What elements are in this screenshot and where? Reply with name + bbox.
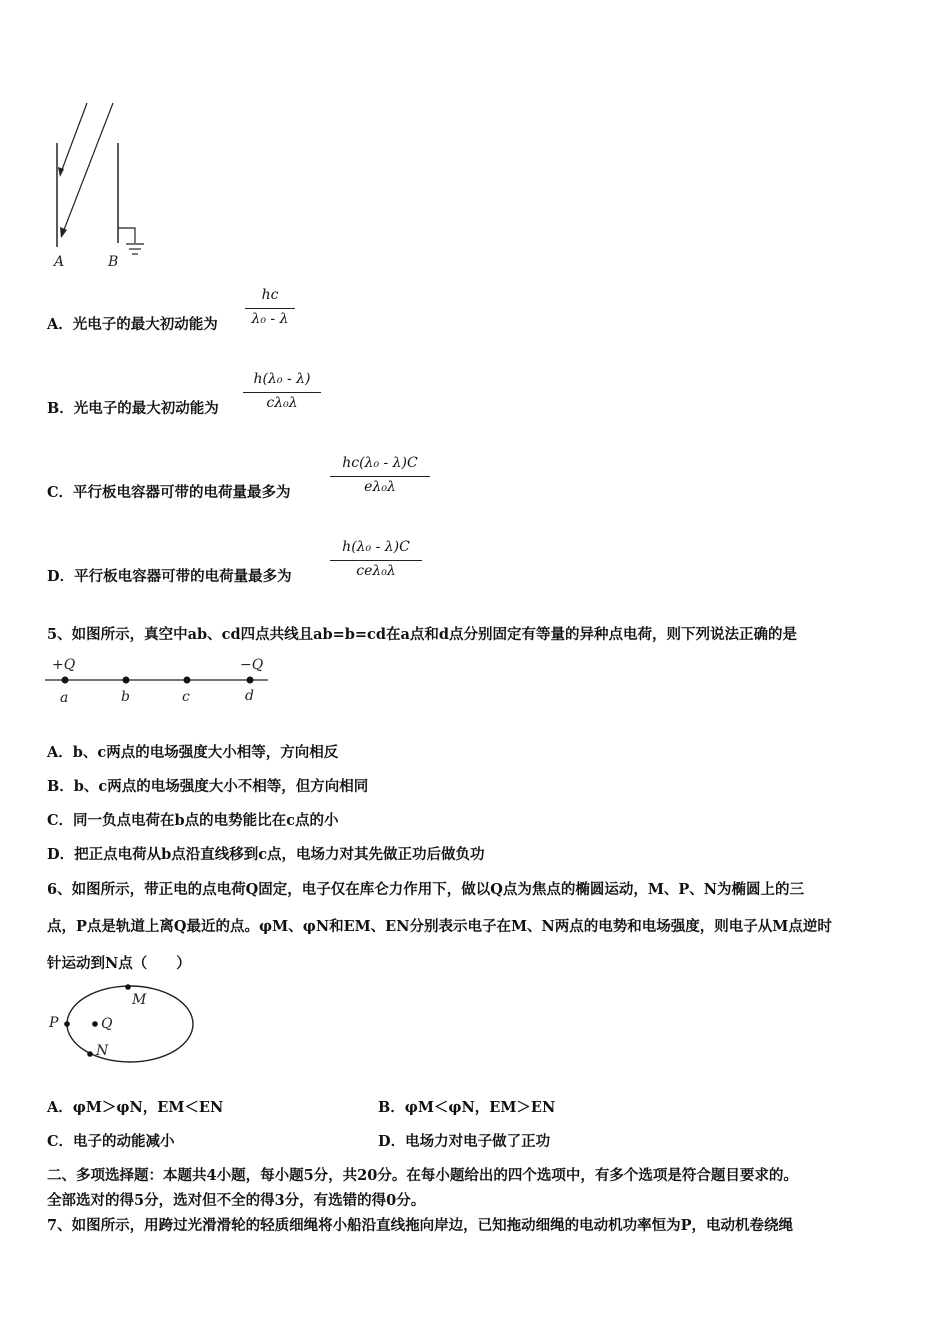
q6-figure — [40, 980, 210, 1070]
point-c — [184, 677, 191, 684]
point-q — [92, 1021, 98, 1027]
label-a: A — [54, 254, 65, 270]
label-p: P — [49, 1015, 59, 1031]
point-a — [62, 677, 69, 684]
q6-stem-line-2: 点，P点是轨道上离Q最近的点。φM、φN和EM、EN分别表示电子在M、N两点的电势和电场强度，则电子从M点逆时 — [47, 918, 832, 935]
section2-heading-line-2: 全部选对的得5分，选对但不全的得3分，有选错的得0分。 — [47, 1192, 426, 1209]
q5-option-a: A．b、c两点的电场强度大小相等，方向相反 — [47, 744, 339, 761]
q4-option-c: C．平行板电容器可带的电荷量最多为 — [47, 484, 291, 501]
ground-wire — [118, 228, 135, 243]
q7-stem: 7、如图所示，用跨过光滑滑轮的轻质细绳将小船沿直线拖向岸边，已知拖动细绳的电动机功率恒为P，电动机卷绕绳 — [47, 1217, 793, 1234]
charge-negative: −Q — [240, 657, 264, 673]
charge-positive: +Q — [52, 657, 76, 673]
q4-option-a-formula: hc λ₀ - λ — [245, 287, 295, 331]
orbit-ellipse — [67, 986, 193, 1062]
q4-option-b-formula: h(λ₀ - λ) cλ₀λ — [243, 371, 321, 415]
label-point-a: a — [60, 690, 69, 706]
point-n — [87, 1051, 93, 1057]
label-point-d: d — [245, 688, 254, 704]
label-n: N — [96, 1043, 109, 1059]
q4-option-c-formula: hc(λ₀ - λ)C eλ₀λ — [330, 455, 430, 499]
light-ray-2 — [62, 103, 113, 235]
label-m: M — [132, 992, 147, 1008]
q5-figure — [40, 652, 280, 707]
label-b: B — [108, 254, 119, 270]
label-point-c: c — [182, 689, 190, 705]
q4-option-d: D．平行板电容器可带的电荷量最多为 — [47, 568, 292, 585]
q6-option-a: A．φM＞φN，EM＜EN — [47, 1099, 224, 1116]
q5-option-b: B．b、c两点的电场强度大小不相等，但方向相同 — [47, 778, 369, 795]
q5-stem: 5、如图所示，真空中ab、cd四点共线且ab=b=cd在a点和d点分别固定有等量的异种点电荷，则下列说法正确的是 — [47, 626, 798, 643]
q6-option-c: C．电子的动能减小 — [47, 1133, 175, 1150]
point-m — [125, 984, 131, 990]
label-q: Q — [101, 1016, 113, 1032]
light-ray-1 — [60, 103, 87, 175]
q4-option-d-formula: h(λ₀ - λ)C ceλ₀λ — [330, 539, 422, 583]
q6-stem-line-1: 6、如图所示，带正电的点电荷Q固定，电子仅在库仑力作用下，做以Q点为焦点的椭圆运动，M、P、N为椭圆上的三 — [47, 881, 805, 898]
q6-option-b: B．φM＜φN，EM＞EN — [378, 1099, 556, 1116]
point-b — [123, 677, 130, 684]
light-ray-2-arrow — [60, 227, 67, 238]
point-d — [247, 677, 254, 684]
q4-option-b: B．光电子的最大初动能为 — [47, 400, 219, 417]
q5-option-c: C．同一负点电荷在b点的电势能比在c点的小 — [47, 812, 339, 829]
q4-figure — [40, 95, 160, 275]
q6-stem-line-3: 针运动到N点（ ） — [47, 955, 191, 972]
q5-option-d: D．把正点电荷从b点沿直线移到c点，电场力对其先做正功后做负功 — [47, 846, 485, 863]
label-point-b: b — [121, 689, 130, 705]
point-p — [64, 1021, 70, 1027]
section2-heading-line-1: 二、多项选择题：本题共4小题，每小题5分，共20分。在每小题给出的四个选项中，有多个选项是符合题目要求的。 — [47, 1167, 798, 1184]
light-ray-1-arrow — [58, 167, 64, 177]
q4-option-a: A．光电子的最大初动能为 — [47, 316, 218, 333]
q6-option-d: D．电场力对电子做了正功 — [378, 1133, 551, 1150]
